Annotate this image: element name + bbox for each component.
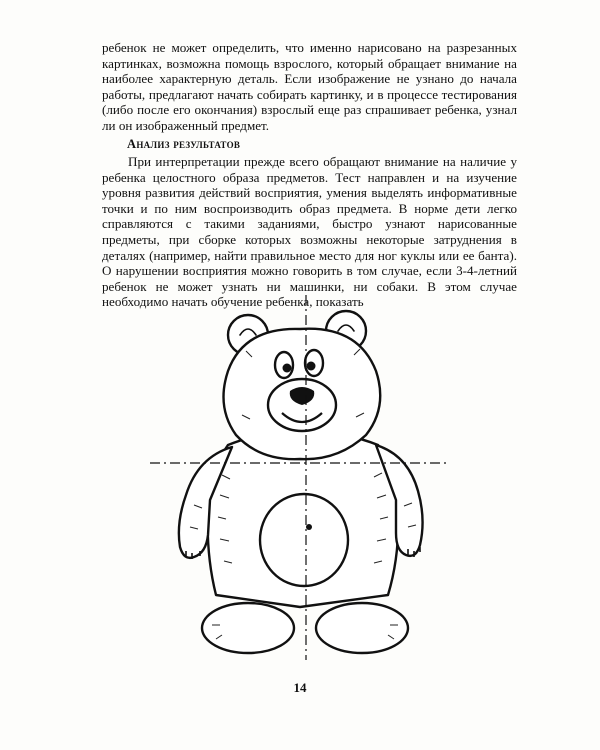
bear-illustration — [150, 295, 450, 660]
page-number: 14 — [293, 680, 307, 695]
belly-button — [306, 524, 312, 530]
left-pupil — [283, 364, 292, 373]
top-paragraph: ребенок не может определить, что именно нарисовано на разрезанных картинках, возможна помощь взрослого, который обращает внимание на наиболее характерную деталь. Если изображение не узнано до начала работы, предлагают начать собирать картинку, и в процессе тестирования (либо после его окончания) взрослый еще раз спрашивает ребенка, узнал ли он изображенный предмет. — [102, 40, 517, 133]
right-foot — [316, 603, 408, 653]
top-text-block — [102, 40, 517, 134]
belly-patch — [260, 494, 348, 586]
main-text-block — [102, 154, 517, 310]
right-pupil — [307, 362, 316, 371]
main-paragraph: При интерпретации прежде всего обращают внимание на наличие у ребенка целостного образа предметов. Тест направлен и на изучение уровня развития действий восприятия, умения выделять информативные точки и по ним воспроизводить образ предмета. В норме дети легко справляются с такими заданиями, быстро узнают нарисованные предметы, при сборке которых возможны некоторые затруднения в деталях (например, найти правильное место для ног куклы или ее банта). О нарушении восприятия можно говорить в том случае, если 3-4-летний ребенок не может узнать ни машинки, ни собаки. В этом случае необходимо начать обучение ребенка, показать — [102, 154, 517, 310]
left-foot — [202, 603, 294, 653]
section-heading: Анализ результатов — [127, 137, 241, 151]
